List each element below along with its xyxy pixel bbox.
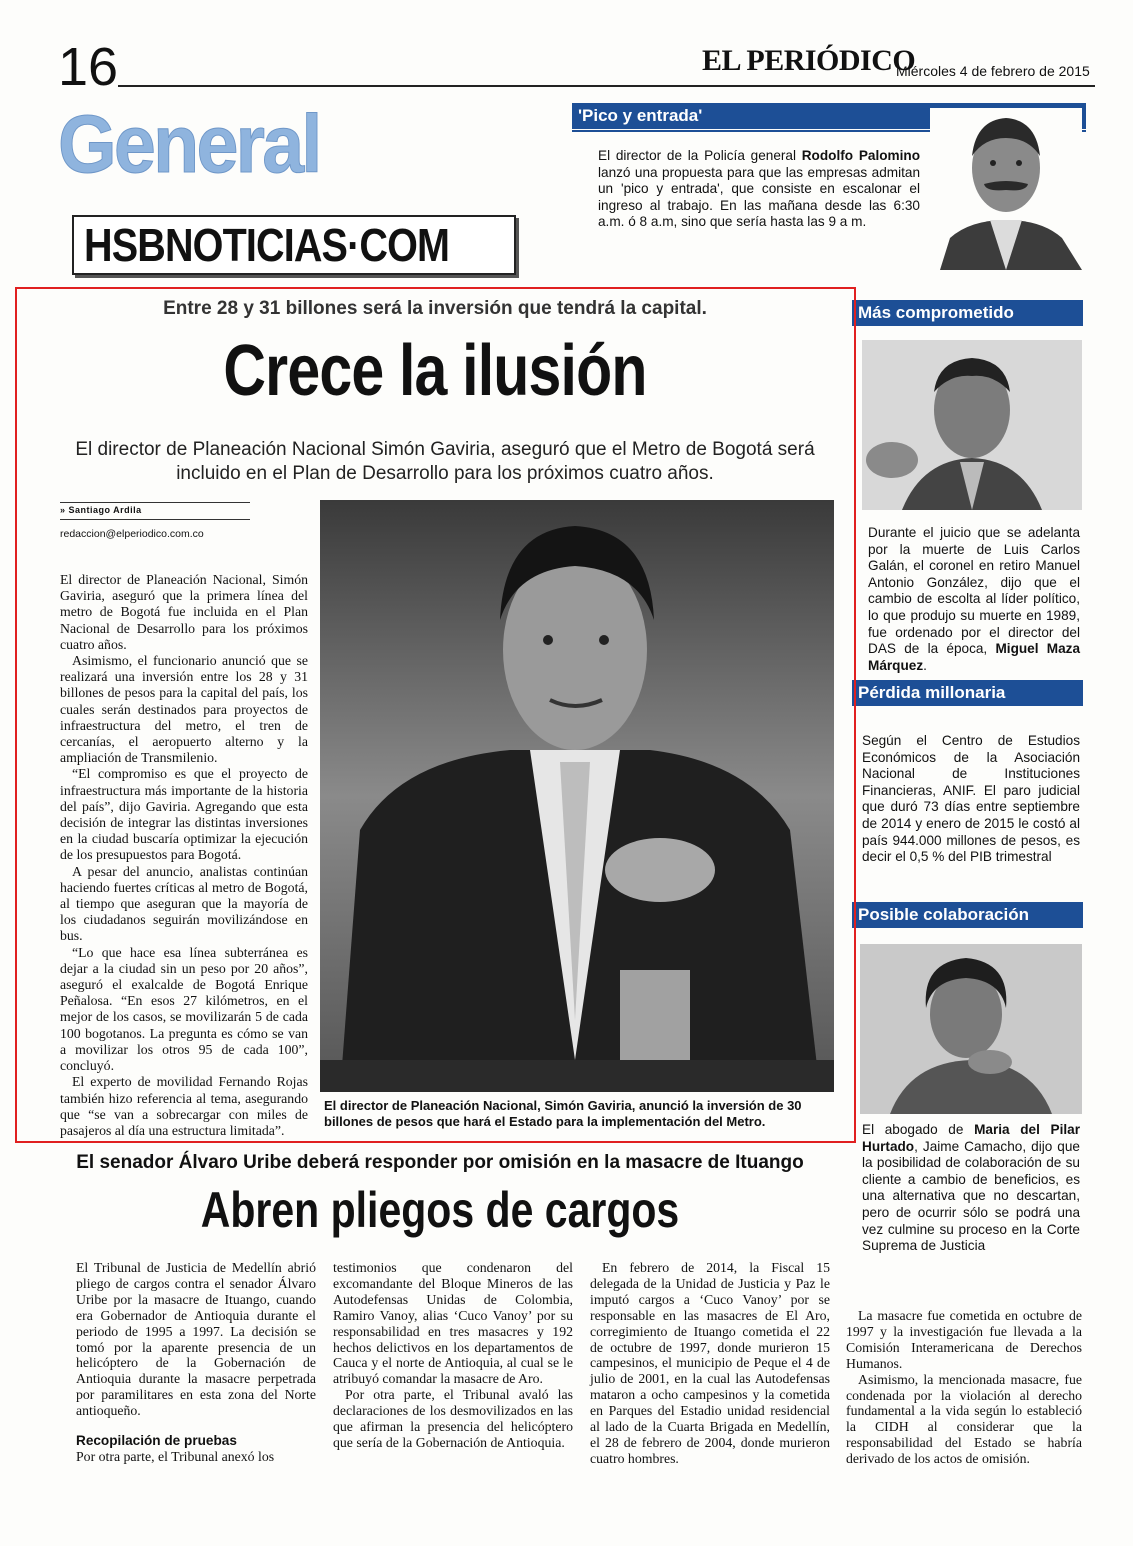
second-kicker: El senador Álvaro Uribe deberá responder por omisión en la masacre de Ituango <box>76 1152 804 1173</box>
palomino-photo <box>930 108 1082 270</box>
lead-paragraph: Asimismo, el funcionario anunció que se realizará una inversión entre los 28 y 31 billones de pesos para la capital del país, los cuales serán destinados para proyectos de infraestructura del metro, el tren de cercanías, el aeropuerto alterno y la ampliación de Transmilenio. <box>60 653 308 766</box>
second-paragraph: El Tribunal de Justicia de Medellín abrió pliego de cargos contra el senador Álvaro Uribe por la masacre de Ituango, cuando era Gobernador de Antioquia durante el periodo de 1995 a 1997. La decisión se tomó por la aparente presencia de un helicóptero de la Gobernación de Antioquia durante la masacre perpetrada por paramilitares en esta zona del Norte antioqueño. <box>76 1260 316 1419</box>
issue-date: Miércoles 4 de febrero de 2015 <box>896 63 1090 79</box>
second-col-3 <box>590 1260 830 1467</box>
author-email: redaccion@elperiodico.com.co <box>60 528 204 540</box>
colaboracion-box-text: El abogado de Maria del Pilar Hurtado, Jaime Camacho, dijo que la posibilidad de colaboración de su cliente a cambio de beneficios, es una alternativa que no descartan, pero de ocurrir sólo se podrá una vez culmine su proceso en la Corte Suprema de Justicia <box>862 1122 1080 1254</box>
perdida-box-title: Pérdida millonaria <box>852 680 1083 706</box>
comprometido-box-text: Durante el juicio que se adelanta por la muerte de Luis Carlos Galán, el coronel en retiro Manuel Antonio González, dijo que el cambio de escolta al líder político, lo que produjo su muerte en 1989, fue ordenado por el director del DAS de la época, Miguel Maza Márquez. <box>868 525 1081 673</box>
second-paragraph: Por otra parte, el Tribunal anexó los <box>76 1448 275 1464</box>
header-rule <box>118 85 1095 87</box>
lead-body <box>60 572 308 1139</box>
page-number: 16 <box>58 37 119 97</box>
second-paragraph: En febrero de 2014, la Fiscal 15 delegada de la Unidad de Justicia y Paz le imputó cargos a ‘Cuco Vanoy’ por se responsable en las masacres de El Aro, corregimiento de Ituango cometida el 22 de octubre de 1997, donde murieron 15 campesinos, el municipio de Peque el 4 de julio de 2001, en la cual las Autodefensas mataron a ocho campesinos y la cometida en Parques del Estadio unidad residencial al lado de la Cuarta Brigada en Medellín, el 28 de febrero de 2004, donde murieron cuatro hombres. <box>590 1260 830 1466</box>
comprometido-box-title: Más comprometido <box>852 300 1083 326</box>
perdida-box-text: Según el Centro de Estudios Económicos de la Asociación Nacional de Instituciones Financieras, ANIF. El paro judicial que duró 73 días entre septiembre de 2014 y enero de 2015 le costó al país 944.000 millones de pesos, es decir el 0,5 % del PIB trimestral <box>862 733 1080 865</box>
second-paragraph: Por otra parte, el Tribunal avaló las declaraciones de los desmovilizados en las que afirman la presencia del helicóptero que sería de la Gobernación de Antioquia. <box>333 1387 573 1450</box>
masthead: EL PERIÓDICO <box>702 44 916 77</box>
colaboracion-box-title: Posible colaboración <box>852 902 1083 928</box>
second-col-4 <box>846 1308 1082 1467</box>
second-col-2 <box>333 1260 573 1451</box>
byline-rule-bottom <box>60 519 250 520</box>
lead-paragraph: “El compromiso es que el proyecto de infraestructura más importante de la historia del país”, dijo Gaviria. Agregando que esta decisión de integrar las distintas inversiones en la ciudad buscaría optimizar la ejecución de los presupuestos para Bogotá. <box>60 766 308 863</box>
lead-paragraph: El director de Planeación Nacional, Simón Gaviria, aseguró que la primera línea del metro de Bogotá fue incluida en el Plan Nacional de Desarrollo para los próximos cuatro años. <box>60 572 308 652</box>
second-subhead: Recopilación de pruebas <box>76 1433 237 1449</box>
second-headline: Abren pliegos de cargos <box>200 1182 680 1238</box>
photo-caption: El director de Planeación Nacional, Simón Gaviria, anunció la inversión de 30 billones de pesos que hará el Estado para la implementación del Metro. <box>324 1098 802 1129</box>
site-name: HSBNOTICIAS·COM <box>84 219 450 271</box>
lead-headline: Crece la ilusión <box>223 331 647 411</box>
second-paragraph: Asimismo, la mencionada masacre, fue condenada por la violación al derecho fundamental a la vida según lo estableció la CIDH al considerar que la responsabilidad del Estado se habría derivado de los actos de omisión. <box>846 1371 1082 1467</box>
hurtado-photo <box>860 944 1082 1114</box>
pico-box-title: 'Pico y entrada' <box>572 103 1086 129</box>
lead-paragraph: “Lo que hace esa línea subterránea es dejar a la ciudad sin un peso por 20 años”, aseguró el exalcalde de Bogotá Enrique Peñalosa. “En esos 27 kilómetros, en el mejor de los casos, se movilizarán 5 de cada 100 bogotanos. La pregunta es cómo se van a movilizar los otros 95 de cada 100”, concluyó. <box>60 944 308 1074</box>
gaviria-photo <box>320 500 834 1092</box>
lead-paragraph: A pesar del anuncio, analistas continúan haciendo fuertes críticas al metro de Bogotá, al tiempo que aseguran que la mayoría de los ciudadanos seguirán movilizándose en bus. <box>60 863 308 944</box>
byline: » Santiago Ardila <box>60 505 142 515</box>
second-paragraph: testimonios que condenaron del excomandante del Bloque Mineros de las Autodefensas Unidas de Colombia, Ramiro Vanoy, alias ‘Cuco Vanoy’ por su responsabilidad en tres masacres y 192 hechos delictivos en los departamentos de Cauca y el norte de Antioquia, al cual se le atribuyó comandar la masacre de Aro. <box>333 1260 573 1387</box>
byline-rule-top <box>60 502 250 503</box>
lead-deck: El director de Planeación Nacional Simón Gaviria, aseguró que el Metro de Bogotá será incluido en el Plan de Desarrollo para los próximos cuatro años. <box>75 439 815 484</box>
lead-kicker: Entre 28 y 31 billones será la inversión que tendrá la capital. <box>163 298 707 319</box>
site-banner <box>72 215 516 275</box>
maza-photo <box>862 340 1082 510</box>
section-title: General <box>58 99 320 190</box>
second-paragraph: La masacre fue cometida en octubre de 1997 y la investigación fue llevada a la Comisión Interamericana de Derechos Humanos. <box>846 1308 1082 1371</box>
lead-paragraph: El experto de movilidad Fernando Rojas también hizo referencia al tema, asegurando que “se van a sobrecargar con miles de pasajeros al día una estructura limitada”. <box>60 1074 308 1138</box>
second-col-1 <box>76 1260 316 1465</box>
pico-box-text: El director de la Policía general Rodolfo Palomino lanzó una propuesta para que las empresas admitan un 'pico y entrada', que consiste en escalonar el ingreso al trabajo. En las mañana desde las 6:30 a.m. ó 8 a.m, sino que sería hasta las 9 a m. <box>598 148 920 230</box>
